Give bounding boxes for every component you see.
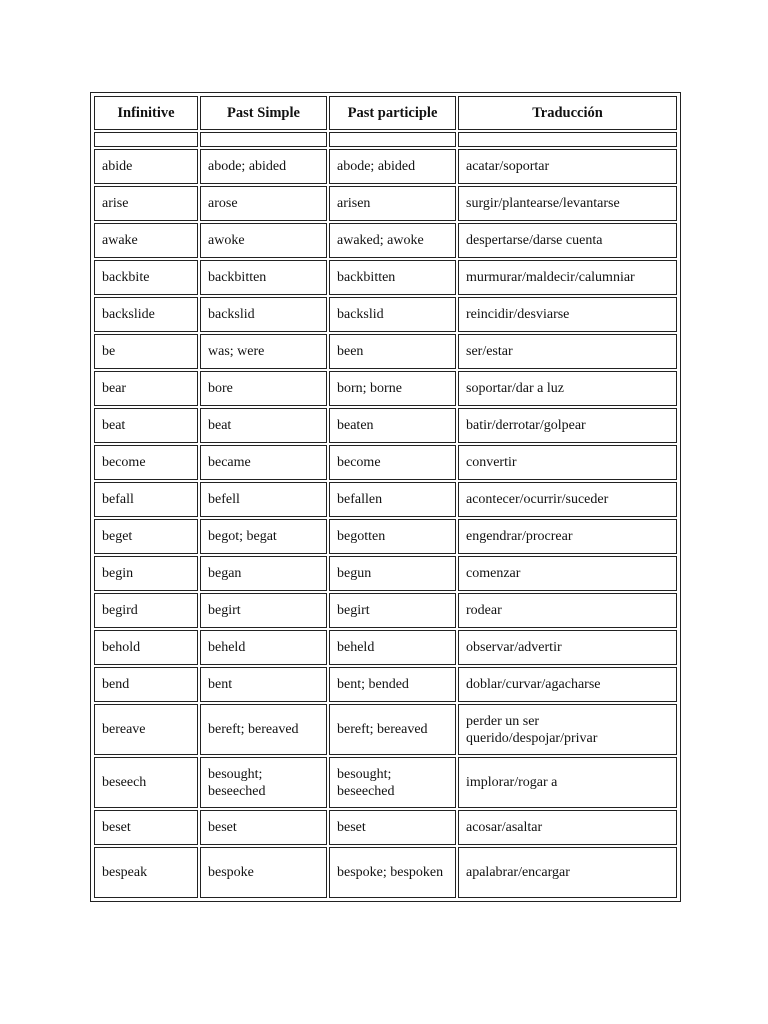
- infinitive-cell: beat: [94, 408, 198, 443]
- traduccion-cell: rodear: [458, 593, 677, 628]
- infinitive-cell: be: [94, 334, 198, 369]
- traduccion-cell: despertarse/darse cuenta: [458, 223, 677, 258]
- infinitive-cell: abide: [94, 149, 198, 184]
- past-simple-cell: backslid: [200, 297, 327, 332]
- traduccion-cell: observar/advertir: [458, 630, 677, 665]
- past-participle-cell: bespoke; bespoken: [329, 847, 456, 898]
- traduccion-cell: convertir: [458, 445, 677, 480]
- header-traduccion: Traducción: [458, 96, 677, 130]
- infinitive-cell: begin: [94, 556, 198, 591]
- traduccion-cell: acatar/soportar: [458, 149, 677, 184]
- past-simple-cell: begot; begat: [200, 519, 327, 554]
- infinitive-cell: arise: [94, 186, 198, 221]
- past-simple-cell: begirt: [200, 593, 327, 628]
- table-header: [94, 96, 677, 130]
- table-row: [94, 186, 677, 221]
- infinitive-cell: bereave: [94, 704, 198, 755]
- past-simple-cell: bespoke: [200, 847, 327, 898]
- infinitive-cell: begird: [94, 593, 198, 628]
- past-participle-cell: bereft; bereaved: [329, 704, 456, 755]
- past-simple-cell: became: [200, 445, 327, 480]
- infinitive-cell: become: [94, 445, 198, 480]
- traduccion-cell: surgir/plantearse/levantarse: [458, 186, 677, 221]
- irregular-verbs-table: [90, 92, 681, 902]
- past-simple-cell: bore: [200, 371, 327, 406]
- traduccion-cell: implorar/rogar a: [458, 757, 677, 808]
- spacer-cell: [329, 132, 456, 147]
- past-participle-cell: beset: [329, 810, 456, 845]
- past-participle-cell: abode; abided: [329, 149, 456, 184]
- infinitive-cell: bend: [94, 667, 198, 702]
- infinitive-cell: beset: [94, 810, 198, 845]
- infinitive-cell: bear: [94, 371, 198, 406]
- traduccion-cell: soportar/dar a luz: [458, 371, 677, 406]
- traduccion-cell: perder un ser querido/despojar/privar: [458, 704, 677, 755]
- past-simple-cell: was; were: [200, 334, 327, 369]
- table-row: [94, 297, 677, 332]
- table-row: [94, 757, 677, 808]
- past-simple-cell: backbitten: [200, 260, 327, 295]
- traduccion-cell: ser/estar: [458, 334, 677, 369]
- past-simple-cell: bent: [200, 667, 327, 702]
- header-row: [94, 96, 677, 130]
- past-participle-cell: become: [329, 445, 456, 480]
- past-simple-cell: beheld: [200, 630, 327, 665]
- past-participle-cell: beheld: [329, 630, 456, 665]
- traduccion-cell: murmurar/maldecir/calumniar: [458, 260, 677, 295]
- traduccion-cell: engendrar/procrear: [458, 519, 677, 554]
- table-row: [94, 556, 677, 591]
- past-participle-cell: born; borne: [329, 371, 456, 406]
- table-row: [94, 482, 677, 517]
- past-participle-cell: befallen: [329, 482, 456, 517]
- table-row: [94, 408, 677, 443]
- spacer-cell: [200, 132, 327, 147]
- infinitive-cell: backslide: [94, 297, 198, 332]
- header-infinitive: Infinitive: [94, 96, 198, 130]
- traduccion-cell: reincidir/desviarse: [458, 297, 677, 332]
- past-participle-cell: backbitten: [329, 260, 456, 295]
- traduccion-cell: comenzar: [458, 556, 677, 591]
- traduccion-cell: doblar/curvar/agacharse: [458, 667, 677, 702]
- infinitive-cell: bespeak: [94, 847, 198, 898]
- past-participle-cell: arisen: [329, 186, 456, 221]
- past-participle-cell: beaten: [329, 408, 456, 443]
- past-simple-cell: beat: [200, 408, 327, 443]
- table-row: [94, 667, 677, 702]
- traduccion-cell: acosar/asaltar: [458, 810, 677, 845]
- past-participle-cell: begirt: [329, 593, 456, 628]
- table-row: [94, 593, 677, 628]
- table-row: [94, 223, 677, 258]
- past-participle-cell: awaked; awoke: [329, 223, 456, 258]
- past-simple-cell: befell: [200, 482, 327, 517]
- table-row: [94, 149, 677, 184]
- past-participle-cell: bent; bended: [329, 667, 456, 702]
- spacer-cell: [458, 132, 677, 147]
- infinitive-cell: befall: [94, 482, 198, 517]
- traduccion-cell: batir/derrotar/golpear: [458, 408, 677, 443]
- infinitive-cell: beget: [94, 519, 198, 554]
- past-participle-cell: backslid: [329, 297, 456, 332]
- past-simple-cell: abode; abided: [200, 149, 327, 184]
- past-simple-cell: bereft; bereaved: [200, 704, 327, 755]
- past-participle-cell: been: [329, 334, 456, 369]
- table-body: [94, 132, 677, 898]
- spacer-row: [94, 132, 677, 147]
- traduccion-cell: acontecer/ocurrir/suceder: [458, 482, 677, 517]
- past-simple-cell: besought; beseeched: [200, 757, 327, 808]
- header-past-simple: Past Simple: [200, 96, 327, 130]
- table-row: [94, 847, 677, 898]
- header-past-participle: Past participle: [329, 96, 456, 130]
- infinitive-cell: backbite: [94, 260, 198, 295]
- past-simple-cell: arose: [200, 186, 327, 221]
- table-row: [94, 519, 677, 554]
- table-row: [94, 371, 677, 406]
- table-row: [94, 810, 677, 845]
- infinitive-cell: awake: [94, 223, 198, 258]
- table-row: [94, 704, 677, 755]
- infinitive-cell: behold: [94, 630, 198, 665]
- table-row: [94, 630, 677, 665]
- past-participle-cell: besought; beseeched: [329, 757, 456, 808]
- infinitive-cell: beseech: [94, 757, 198, 808]
- traduccion-cell: apalabrar/encargar: [458, 847, 677, 898]
- spacer-cell: [94, 132, 198, 147]
- table-row: [94, 334, 677, 369]
- past-participle-cell: begun: [329, 556, 456, 591]
- past-simple-cell: awoke: [200, 223, 327, 258]
- past-simple-cell: beset: [200, 810, 327, 845]
- past-simple-cell: began: [200, 556, 327, 591]
- table-row: [94, 445, 677, 480]
- table-row: [94, 260, 677, 295]
- past-participle-cell: begotten: [329, 519, 456, 554]
